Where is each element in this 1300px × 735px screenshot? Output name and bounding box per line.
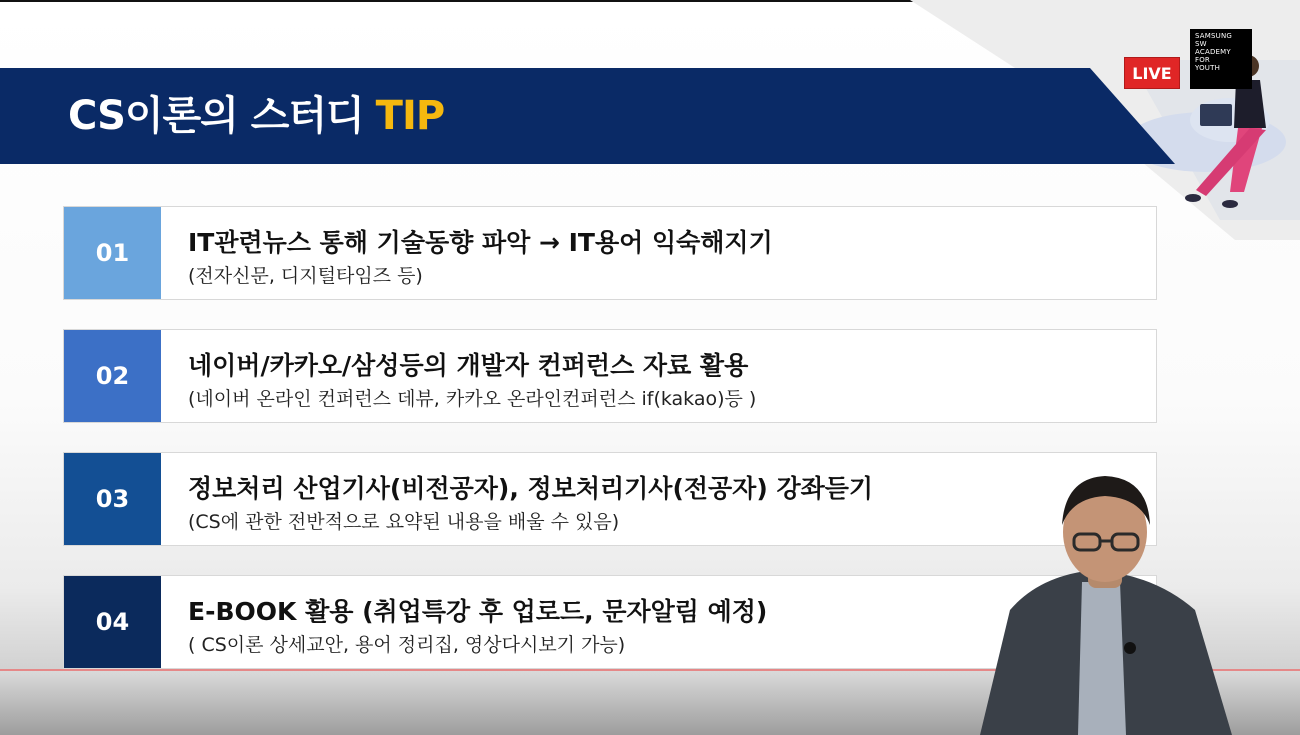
tip-number: 02: [64, 330, 161, 422]
tip-subtext: ( CS이론 상세교안, 용어 정리집, 영상다시보기 가능): [188, 634, 626, 656]
logo-line: FOR: [1195, 56, 1210, 64]
logo-line: YOUTH: [1195, 64, 1221, 72]
tip-subtext: (전자신문, 디지털타임즈 등): [188, 265, 423, 287]
tip-subtext: (네이버 온라인 컨퍼런스 데뷰, 카카오 온라인컨퍼런스 if(kakao)등 ): [188, 388, 757, 410]
tip-number: 04: [64, 576, 161, 668]
title-highlight: TIP: [375, 93, 445, 139]
presenter-video: [970, 470, 1240, 735]
tip-number: 03: [64, 453, 161, 545]
deco-laptop: [1200, 104, 1232, 126]
academy-logo: [1190, 29, 1252, 89]
logo-line: SAMSUNG: [1195, 32, 1233, 40]
tip-heading: 네이버/카카오/삼성등의 개발자 컨퍼런스 자료 활용: [188, 351, 749, 380]
tip-heading: IT관련뉴스 통해 기술동향 파악 → IT용어 익숙해지기: [188, 228, 773, 257]
tip-heading: 정보처리 산업기사(비전공자), 정보처리기사(전공자) 강좌듣기: [188, 474, 874, 503]
presenter-microphone: [1124, 642, 1136, 654]
live-badge: LIVE: [1124, 57, 1180, 89]
tip-subtext: (CS에 관한 전반적으로 요약된 내용을 배울 수 있음): [188, 511, 620, 533]
tip-row: [63, 329, 1157, 423]
deco-shoe: [1185, 194, 1201, 202]
title-main: CS이론의 스터디: [68, 93, 364, 139]
slide-title: [68, 90, 444, 142]
logo-line: ACADEMY: [1195, 48, 1231, 56]
logo-line: SW: [1195, 40, 1207, 48]
tip-heading: E-BOOK 활용 (취업특강 후 업로드, 문자알림 예정): [188, 597, 768, 626]
tip-row: [63, 206, 1157, 300]
tip-number: 01: [64, 207, 161, 299]
presenter-shirt: [1078, 582, 1126, 735]
deco-shoe-2: [1222, 200, 1238, 208]
